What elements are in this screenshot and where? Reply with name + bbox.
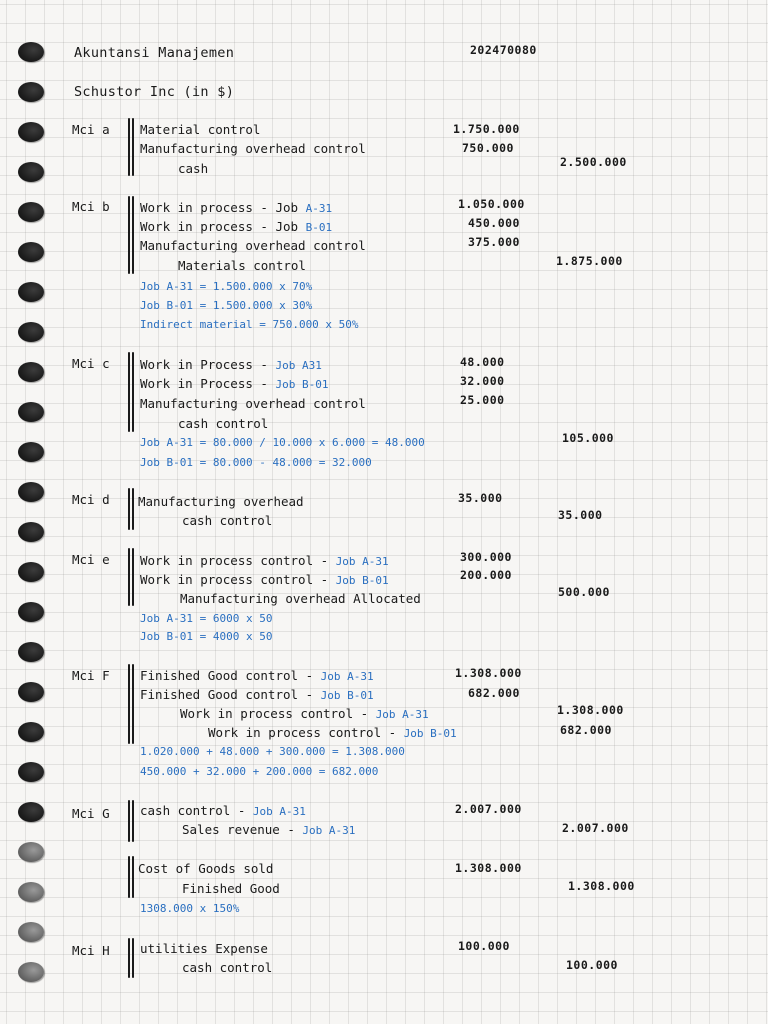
entry-f-note-1: 1.020.000 + 48.000 + 300.000 = 1.308.000 — [140, 745, 405, 758]
binder-hole-icon — [18, 722, 44, 742]
entry-c-credit-1: 105.000 — [562, 431, 614, 445]
entry-d-line-2: cash control — [182, 513, 273, 528]
company-title: Schustor Inc (in $) — [74, 84, 235, 100]
binder-hole-icon — [18, 882, 44, 902]
entry-b-note-2: Job B-01 = 1.500.000 x 30% — [140, 299, 313, 312]
binder-hole-icon — [18, 82, 44, 102]
entry-h-line-2: cash control — [182, 960, 273, 975]
binder-hole-icon — [18, 202, 44, 222]
entry-a-debit-1: 1.750.000 — [453, 122, 520, 136]
entry-b-label: Mci b — [72, 199, 110, 214]
entry-divider — [132, 664, 134, 744]
entry-divider — [128, 800, 130, 842]
entry-c-line-2: Work in Process - Job B-01 — [140, 376, 329, 391]
entry-b-note-3: Indirect material = 750.000 x 50% — [140, 318, 359, 331]
binder-hole-icon — [18, 162, 44, 182]
entry-e-note-2: Job B-01 = 4000 x 50 — [140, 630, 273, 643]
binder-hole-icon — [18, 322, 44, 342]
entry-f-credit-2: 682.000 — [560, 723, 612, 737]
entry-divider — [128, 118, 130, 176]
entry-g-line-1: cash control - Job A-31 — [140, 803, 306, 818]
entry-e-line-2: Work in process control - Job B-01 — [140, 572, 389, 587]
binder-hole-icon — [18, 362, 44, 382]
entry-e-debit-2: 200.000 — [460, 568, 512, 582]
binder-hole-icon — [18, 842, 44, 862]
entry-c-debit-3: 25.000 — [460, 393, 505, 407]
entry-divider — [128, 938, 130, 978]
binder-hole-icon — [18, 242, 44, 262]
entry-f-credit-1: 1.308.000 — [557, 703, 624, 717]
entry-e-debit-1: 300.000 — [460, 550, 512, 564]
entry-divider — [132, 856, 134, 898]
entry-g-credit-1: 2.007.000 — [562, 821, 629, 835]
entry-a-credit-1: 2.500.000 — [560, 155, 627, 169]
entry-g-debit-1: 2.007.000 — [455, 802, 522, 816]
binder-hole-icon — [18, 122, 44, 142]
entry-c-label: Mci c — [72, 356, 110, 371]
student-id: 202470080 — [470, 43, 537, 57]
entry-c-line-4: cash control — [178, 416, 269, 431]
entry-g2-note-1: 1308.000 x 150% — [140, 902, 240, 915]
entry-d-label: Mci d — [72, 492, 110, 507]
binder-hole-icon — [18, 402, 44, 422]
entry-divider — [132, 800, 134, 842]
entry-divider — [132, 352, 134, 432]
binder-hole-icon — [18, 922, 44, 942]
entry-f-line-3: Work in process control - Job A-31 — [180, 706, 429, 721]
binder-hole-icon — [18, 602, 44, 622]
entry-f-line-4: Work in process control - Job B-01 — [208, 725, 457, 740]
entry-b-credit-1: 1.875.000 — [556, 254, 623, 268]
binder-hole-icon — [18, 562, 44, 582]
entry-h-line-1: utilities Expense — [140, 941, 268, 956]
entry-h-debit-1: 100.000 — [458, 939, 510, 953]
entry-b-debit-3: 375.000 — [468, 235, 520, 249]
binder-hole-icon — [18, 42, 44, 62]
entry-a-line-3: cash — [178, 161, 209, 176]
entry-b-line-1: Work in process - Job A-31 — [140, 200, 333, 215]
binder-hole-icon — [18, 802, 44, 822]
entry-divider — [132, 488, 134, 530]
entry-a-line-1: Material control — [140, 122, 261, 137]
entry-h-credit-1: 100.000 — [566, 958, 618, 972]
entry-e-label: Mci e — [72, 552, 110, 567]
entry-divider — [132, 196, 134, 274]
entry-a-debit-2: 750.000 — [462, 141, 514, 155]
binder-hole-icon — [18, 482, 44, 502]
entry-g-label: Mci G — [72, 806, 110, 821]
entry-divider — [132, 938, 134, 978]
entry-c-line-1: Work in Process - Job A31 — [140, 357, 322, 372]
entry-g2-line-2: Finished Good — [182, 881, 280, 896]
entry-c-debit-1: 48.000 — [460, 355, 505, 369]
entry-b-line-3: Manufacturing overhead control — [140, 238, 366, 253]
entry-d-debit-1: 35.000 — [458, 491, 503, 505]
entry-b-debit-1: 1.050.000 — [458, 197, 525, 211]
entry-divider — [128, 352, 130, 432]
entry-d-credit-1: 35.000 — [558, 508, 603, 522]
entry-d-line-1: Manufacturing overhead — [138, 494, 304, 509]
entry-e-note-1: Job A-31 = 6000 x 50 — [140, 612, 273, 625]
entry-b-line-2: Work in process - Job B-01 — [140, 219, 333, 234]
entry-b-debit-2: 450.000 — [468, 216, 520, 230]
entry-divider — [128, 548, 130, 606]
binder-hole-icon — [18, 642, 44, 662]
entry-divider — [128, 196, 130, 274]
binder-hole-icon — [18, 762, 44, 782]
entry-g2-line-1: Cost of Goods sold — [138, 861, 274, 876]
entry-f-debit-1: 1.308.000 — [455, 666, 522, 680]
entry-f-label: Mci F — [72, 668, 110, 683]
entry-divider — [128, 664, 130, 744]
entry-c-note-1: Job A-31 = 80.000 / 10.000 x 6.000 = 48.000 — [140, 436, 425, 449]
entry-divider — [132, 118, 134, 176]
entry-h-label: Mci H — [72, 943, 110, 958]
binder-hole-icon — [18, 522, 44, 542]
entry-e-line-3: Manufacturing overhead Allocated — [180, 591, 421, 606]
entry-a-label: Mci a — [72, 122, 110, 137]
entry-g2-debit-1: 1.308.000 — [455, 861, 522, 875]
entry-c-note-2: Job B-01 = 80.000 - 48.000 = 32.000 — [140, 456, 372, 469]
entry-divider — [128, 488, 130, 530]
entry-f-debit-2: 682.000 — [468, 686, 520, 700]
entry-f-note-2: 450.000 + 32.000 + 200.000 = 682.000 — [140, 765, 379, 778]
binder-hole-icon — [18, 962, 44, 982]
entry-b-line-4: Materials control — [178, 258, 306, 273]
entry-c-debit-2: 32.000 — [460, 374, 505, 388]
entry-f-line-1: Finished Good control - Job A-31 — [140, 668, 374, 683]
entry-a-line-2: Manufacturing overhead control — [140, 141, 366, 156]
course-title: Akuntansi Manajemen — [74, 45, 235, 61]
binder-hole-icon — [18, 282, 44, 302]
entry-f-line-2: Finished Good control - Job B-01 — [140, 687, 374, 702]
entry-divider — [128, 856, 130, 898]
entry-c-line-3: Manufacturing overhead control — [140, 396, 366, 411]
binder-hole-icon — [18, 442, 44, 462]
entry-e-line-1: Work in process control - Job A-31 — [140, 553, 389, 568]
entry-g-line-2: Sales revenue - Job A-31 — [182, 822, 356, 837]
entry-divider — [132, 548, 134, 606]
entry-b-note-1: Job A-31 = 1.500.000 x 70% — [140, 280, 313, 293]
binder-hole-icon — [18, 682, 44, 702]
entry-g2-credit-1: 1.308.000 — [568, 879, 635, 893]
entry-e-credit-1: 500.000 — [558, 585, 610, 599]
